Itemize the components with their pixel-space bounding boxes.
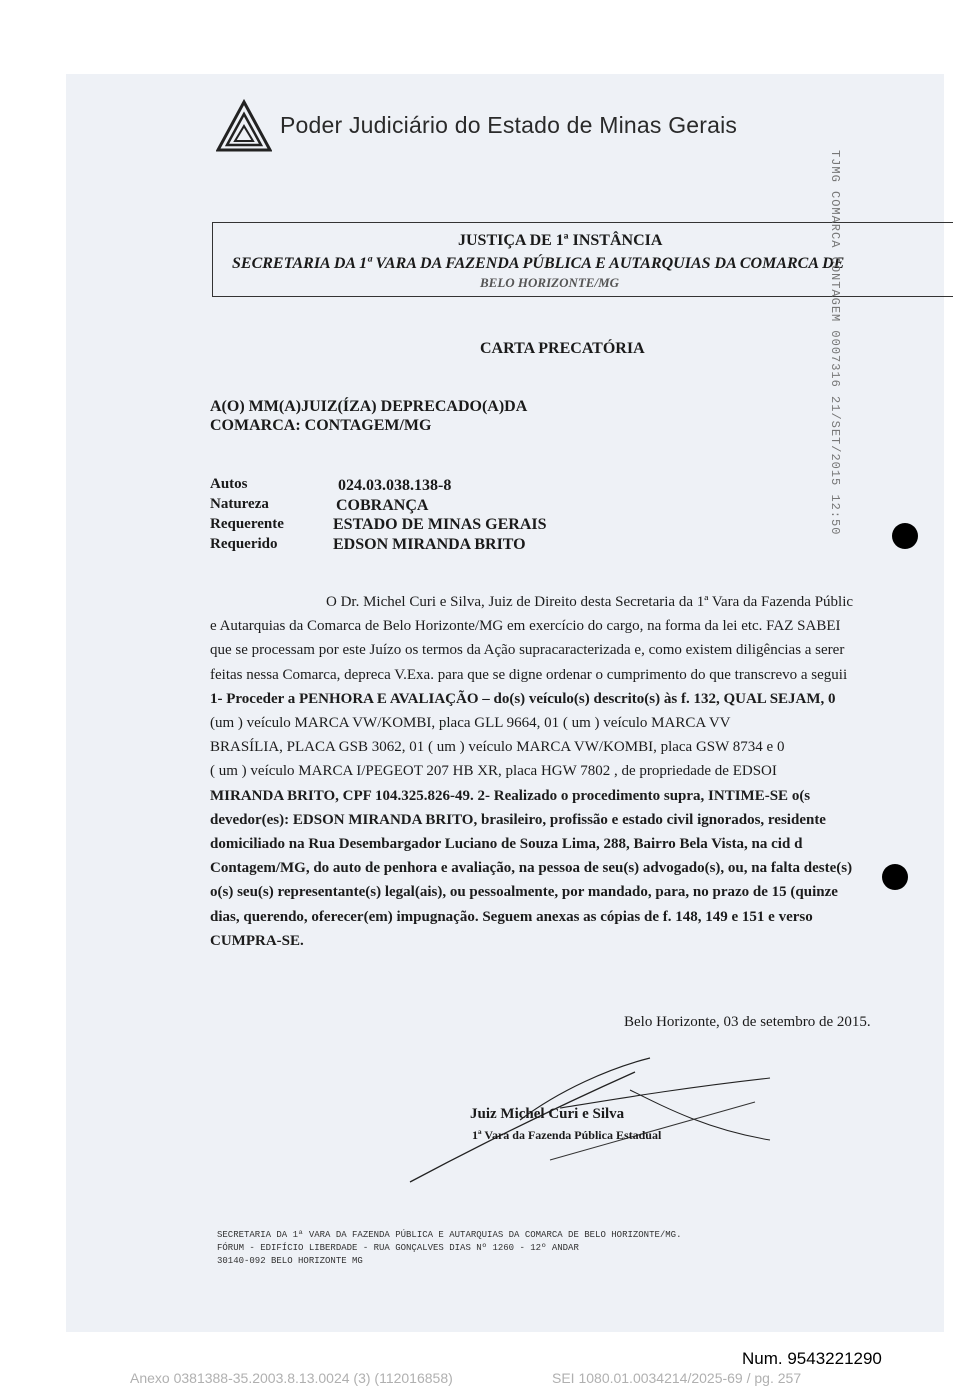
- field-value-natureza: COBRANÇA: [336, 497, 429, 514]
- protocol-stamp: TJMG COMARCA CONTAGEM 0007316 21/SET/2015 12:50: [828, 150, 842, 536]
- body-line: o(s) seu(s) representante(s) legal(ais), ou pessoalmente, por mandado, para, no prazo de 15 (quinze: [210, 884, 838, 901]
- signer-name: Juiz Michel Curi e Silva: [470, 1106, 625, 1122]
- field-label-autos: Autos: [210, 476, 248, 492]
- field-label-natureza: Natureza: [210, 496, 269, 512]
- court-line-1: JUSTIÇA DE 1ª INSTÂNCIA: [458, 232, 663, 249]
- body-line: Contagem/MG, do auto de penhora e avaliação, na pessoa de seu(s) advogado(s), ou, na falta deste(s): [210, 860, 853, 877]
- footer-address-line: SECRETARIA DA 1ª VARA DA FAZENDA PÚBLICA E AUTARQUIAS DA COMARCA DE BELO HORIZONTE/MG.: [217, 1230, 682, 1240]
- body-line: 1- Proceder a PENHORA E AVALIAÇÃO – do(s) veículo(s) descrito(s) às f. 132, QUAL SEJAM, 0: [210, 690, 836, 707]
- institution-heading: Poder Judiciário do Estado de Minas Gerais: [280, 112, 738, 138]
- order-body: [210, 590, 922, 953]
- body-line: O Dr. Michel Curi e Silva, Juiz de Direito desta Secretaria da 1ª Vara da Fazenda Públic: [326, 594, 854, 610]
- annex-reference: Anexo 0381388-35.2003.8.13.0024 (3) (112016858): [130, 1370, 453, 1386]
- punch-hole: [892, 523, 918, 549]
- place-date: Belo Horizonte, 03 de setembro de 2015.: [624, 1014, 871, 1030]
- document-number: Num. 9543221290: [742, 1349, 882, 1368]
- court-triangle-logo: [216, 98, 272, 154]
- court-line-2: SECRETARIA DA 1ª VARA DA FAZENDA PÚBLICA E AUTARQUIAS DA COMARCA DE: [232, 255, 845, 272]
- body-line: devedor(es): EDSON MIRANDA BRITO, brasileiro, profissão e estado civil ignorados, residente: [210, 811, 826, 828]
- body-line: ( um ) veículo MARCA I/PEGEOT 207 HB XR, placa HGW 7802 , de propriedade de EDSOI: [210, 763, 777, 780]
- footer-address-line: FÓRUM - EDIFÍCIO LIBERDADE - RUA GONÇALVES DIAS Nº 1260 - 12º ANDAR: [217, 1243, 579, 1253]
- body-line: (um ) veículo MARCA VW/KOMBI, placa GLL 9664, 01 ( um ) veículo MARCA VV: [210, 715, 731, 732]
- addressee-line-1: A(O) MM(A)JUIZ(ÍZA) DEPRECADO(A)DA: [210, 398, 528, 415]
- field-value-requerente: ESTADO DE MINAS GERAIS: [333, 516, 547, 533]
- body-line: que se processam por este Juízo os termos da Ação supracaracterizada e, como existem diligências a serer: [210, 642, 845, 659]
- document-title: CARTA PRECATÓRIA: [480, 340, 645, 357]
- field-value-autos: 024.03.038.138-8: [338, 477, 452, 494]
- body-line: feitas nessa Comarca, depreca V.Exa. para que se digne ordenar o cumprimento do que transcrevo a seguii: [210, 666, 848, 683]
- body-line: CUMPRA-SE.: [210, 932, 304, 949]
- footer-address-line: 30140-092 BELO HORIZONTE MG: [217, 1256, 363, 1266]
- body-line: e Autarquias da Comarca de Belo Horizonte/MG em exercício do cargo, na forma da lei etc. FAZ SABEI: [210, 618, 841, 635]
- signer-role: 1ª Vara da Fazenda Pública Estadual: [472, 1128, 662, 1142]
- addressee-line-2: COMARCA: CONTAGEM/MG: [210, 417, 432, 434]
- body-line: dias, querendo, oferecer(em) impugnação. Seguem anexas as cópias de f. 148, 149 e 151 e verso: [210, 908, 813, 925]
- body-line: domiciliado na Rua Desembargador Luciano de Souza Lima, 288, Bairro Bela Vista, na cid d: [210, 836, 803, 853]
- sei-reference: SEI 1080.01.0034214/2025-69 / pg. 257: [552, 1370, 802, 1386]
- body-line: BRASÍLIA, PLACA GSB 3062, 01 ( um ) veículo MARCA VW/KOMBI, placa GSW 8734 e 0: [210, 739, 785, 756]
- field-label-requerido: Requerido: [210, 536, 278, 552]
- body-line: MIRANDA BRITO, CPF 104.325.826-49. 2- Realizado o procedimento supra, INTIME-SE o(s: [210, 787, 811, 804]
- field-value-requerido: EDSON MIRANDA BRITO: [333, 536, 526, 553]
- court-line-3: BELO HORIZONTE/MG: [480, 275, 620, 290]
- field-label-requerente: Requerente: [210, 516, 284, 532]
